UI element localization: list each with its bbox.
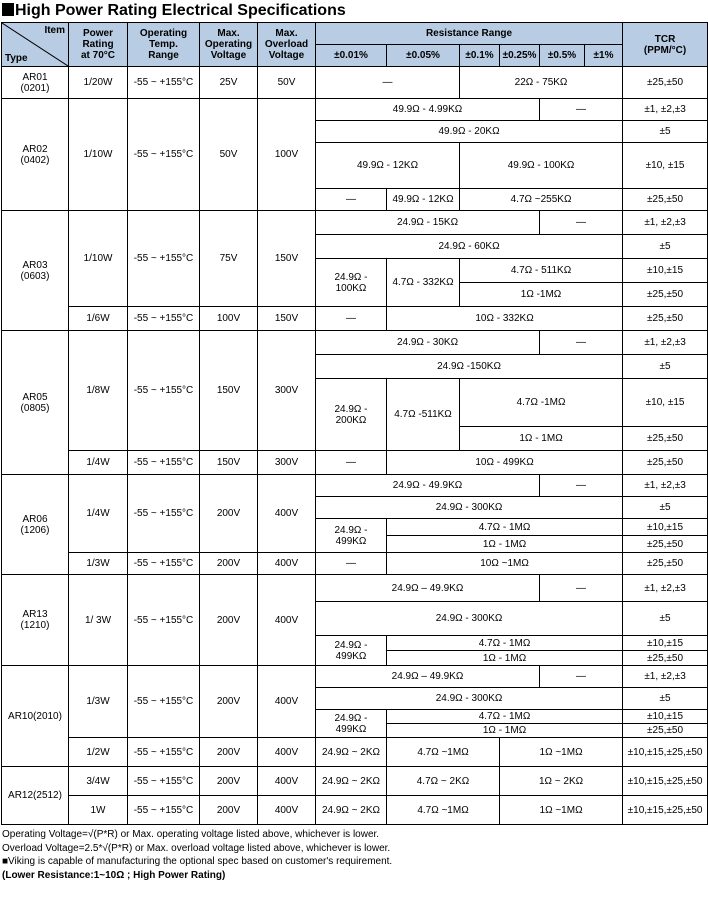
range-cell: 24.9Ω - 60KΩ xyxy=(316,235,623,259)
opv-cell: 200V xyxy=(200,553,258,575)
ovv-cell: 400V xyxy=(258,796,316,825)
tcr-cell: ±10,±15 xyxy=(623,636,708,651)
power-cell: 1/2W xyxy=(69,738,128,767)
range-cell: 24.9Ω - 200KΩ xyxy=(316,379,387,451)
range-cell: 4.7Ω -511KΩ xyxy=(387,379,460,451)
tcr-cell: ±1, ±2,±3 xyxy=(623,666,708,688)
temp-cell: -55 ~ +155°C xyxy=(128,99,200,211)
opv-cell: 150V xyxy=(200,451,258,475)
range-cell: — xyxy=(316,553,387,575)
range-cell: 4.7Ω ~1MΩ xyxy=(387,738,500,767)
range-cell: 4.7Ω ~1MΩ xyxy=(387,796,500,825)
range-cell: 1Ω ~1MΩ xyxy=(500,738,623,767)
tcr-cell: ±5 xyxy=(623,688,708,710)
header-item: Item xyxy=(44,25,65,36)
tcr-cell: ±25,±50 xyxy=(623,451,708,475)
page-title xyxy=(0,0,708,22)
table-row xyxy=(2,451,708,475)
ovv-cell: 400V xyxy=(258,475,316,553)
opv-cell: 200V xyxy=(200,575,258,666)
header-tol-01: ±0.1% xyxy=(460,45,500,67)
table-row xyxy=(2,211,708,235)
range-cell: — xyxy=(316,307,387,331)
range-cell: 4.7Ω ~ 2KΩ xyxy=(387,767,500,796)
tcr-cell: ±1, ±2,±3 xyxy=(623,575,708,602)
temp-cell: -55 ~ +155°C xyxy=(128,307,200,331)
range-cell: 1Ω - 1MΩ xyxy=(460,427,623,451)
range-cell: 24.9Ω - 499KΩ xyxy=(316,519,387,553)
range-cell: 24.9Ω - 300KΩ xyxy=(316,688,623,710)
power-cell: 3/4W xyxy=(69,767,128,796)
tcr-cell: ±10, ±15 xyxy=(623,143,708,189)
temp-cell: -55 ~ +155°C xyxy=(128,666,200,738)
range-cell: 4.7Ω -1MΩ xyxy=(460,379,623,427)
ovv-cell: 400V xyxy=(258,553,316,575)
note-overload-voltage: Overload Voltage=2.5*√(P*R) or Max. overload voltage listed above, whichever is lower. xyxy=(2,842,391,854)
power-cell: 1/10W xyxy=(69,99,128,211)
tcr-cell: ±5 xyxy=(623,121,708,143)
tcr-cell: ±25,±50 xyxy=(623,651,708,666)
table-row xyxy=(2,553,708,575)
header-tol-025: ±0.25% xyxy=(500,45,540,67)
power-cell: 1/ 3W xyxy=(69,575,128,666)
range-cell: 4.7Ω ~255KΩ xyxy=(460,189,623,211)
temp-cell: -55 ~ +155°C xyxy=(128,738,200,767)
table-row xyxy=(2,67,708,99)
opv-cell: 50V xyxy=(200,99,258,211)
tcr-cell: ±1, ±2,±3 xyxy=(623,475,708,497)
temp-cell: -55 ~ +155°C xyxy=(128,796,200,825)
table-row xyxy=(2,796,708,825)
range-cell: — xyxy=(540,475,623,497)
power-cell: 1/3W xyxy=(69,666,128,738)
ovv-cell: 400V xyxy=(258,767,316,796)
tcr-cell: ±10,±15,±25,±50 xyxy=(623,767,708,796)
ovv-cell: 150V xyxy=(258,211,316,307)
tcr-cell: ±5 xyxy=(623,235,708,259)
range-cell: — xyxy=(540,666,623,688)
range-cell: 1Ω ~1MΩ xyxy=(500,796,623,825)
header-temp: Operating Temp. Range xyxy=(128,23,200,67)
tcr-cell: ±5 xyxy=(623,602,708,636)
range-cell: 22Ω - 75KΩ xyxy=(460,67,623,99)
table-row xyxy=(2,575,708,602)
header-resistance-range: Resistance Range xyxy=(316,23,623,45)
range-cell: 24.9Ω - 499KΩ xyxy=(316,636,387,666)
opv-cell: 200V xyxy=(200,475,258,553)
power-cell: 1/20W xyxy=(69,67,128,99)
opv-cell: 100V xyxy=(200,307,258,331)
range-cell: 24.9Ω - 499KΩ xyxy=(316,710,387,738)
tcr-cell: ±1, ±2,±3 xyxy=(623,99,708,121)
range-cell: 4.7Ω - 332KΩ xyxy=(387,259,460,307)
power-cell: 1/8W xyxy=(69,331,128,451)
temp-cell: -55 ~ +155°C xyxy=(128,767,200,796)
range-cell: 24.9Ω - 300KΩ xyxy=(316,497,623,519)
power-cell: 1/10W xyxy=(69,211,128,307)
power-cell: 1W xyxy=(69,796,128,825)
range-cell: 24.9Ω - 15KΩ xyxy=(316,211,540,235)
table-row xyxy=(2,331,708,355)
range-cell: 1Ω - 1MΩ xyxy=(387,536,623,553)
opv-cell: 75V xyxy=(200,211,258,307)
header-overload-voltage: Max. Overload Voltage xyxy=(258,23,316,67)
tcr-cell: ±10, ±15 xyxy=(623,379,708,427)
header-tol-001: ±0.01% xyxy=(316,45,387,67)
type-cell: AR03 (0603) xyxy=(2,211,69,331)
header-type: Type xyxy=(5,53,28,64)
range-cell: — xyxy=(540,575,623,602)
tcr-cell: ±5 xyxy=(623,355,708,379)
power-cell: 1/4W xyxy=(69,451,128,475)
header-tcr: TCR (PPM/°C) xyxy=(623,23,708,67)
range-cell: 10Ω - 332KΩ xyxy=(387,307,623,331)
range-cell: 4.7Ω - 1MΩ xyxy=(387,519,623,536)
range-cell: — xyxy=(316,189,387,211)
range-cell: 10Ω ~1MΩ xyxy=(387,553,623,575)
type-cell: AR02 (0402) xyxy=(2,99,69,211)
tcr-cell: ±25,±50 xyxy=(623,536,708,553)
opv-cell: 200V xyxy=(200,738,258,767)
temp-cell: -55 ~ +155°C xyxy=(128,475,200,553)
tcr-cell: ±10,±15 xyxy=(623,259,708,283)
range-cell: 4.7Ω - 1MΩ xyxy=(387,636,623,651)
square-bullet-icon xyxy=(2,3,14,16)
header-tol-1: ±1% xyxy=(585,45,623,67)
type-cell: AR05 (0805) xyxy=(2,331,69,475)
ovv-cell: 300V xyxy=(258,331,316,451)
range-cell: 49.9Ω - 12KΩ xyxy=(387,189,460,211)
tcr-cell: ±1, ±2,±3 xyxy=(623,211,708,235)
ovv-cell: 50V xyxy=(258,67,316,99)
temp-cell: -55 ~ +155°C xyxy=(128,331,200,451)
ovv-cell: 400V xyxy=(258,666,316,738)
tcr-cell: ±25,±50 xyxy=(623,67,708,99)
table-row xyxy=(2,738,708,767)
footnotes xyxy=(0,828,708,882)
power-cell: 1/3W xyxy=(69,553,128,575)
range-cell: 24.9Ω - 30KΩ xyxy=(316,331,540,355)
table-row xyxy=(2,99,708,121)
range-cell: 49.9Ω - 12KΩ xyxy=(316,143,460,189)
range-cell: 1Ω - 1MΩ xyxy=(387,724,623,738)
ovv-cell: 400V xyxy=(258,738,316,767)
tcr-cell: ±25,±50 xyxy=(623,307,708,331)
tcr-cell: ±25,±50 xyxy=(623,189,708,211)
power-cell: 1/6W xyxy=(69,307,128,331)
ovv-cell: 300V xyxy=(258,451,316,475)
type-cell: AR06 (1206) xyxy=(2,475,69,575)
range-cell: 1Ω ~ 2KΩ xyxy=(500,767,623,796)
ovv-cell: 150V xyxy=(258,307,316,331)
ovv-cell: 100V xyxy=(258,99,316,211)
opv-cell: 25V xyxy=(200,67,258,99)
type-cell: AR10(2010) xyxy=(2,666,69,767)
range-cell: 4.7Ω - 511KΩ xyxy=(460,259,623,283)
type-cell: AR13 (1210) xyxy=(2,575,69,666)
note-operating-voltage: Operating Voltage=√(P*R) or Max. operating voltage listed above, whichever is lower. xyxy=(2,829,380,840)
range-cell: — xyxy=(316,451,387,475)
opv-cell: 200V xyxy=(200,796,258,825)
temp-cell: -55 ~ +155°C xyxy=(128,211,200,307)
range-cell: 24.9Ω ~ 2KΩ xyxy=(316,767,387,796)
note-optional-spec: ■Viking is capable of manufacturing the optional spec based on customer's requirement. xyxy=(2,856,393,867)
range-cell: 49.9Ω - 100KΩ xyxy=(460,143,623,189)
tcr-cell: ±10,±15 xyxy=(623,519,708,536)
temp-cell: -55 ~ +155°C xyxy=(128,553,200,575)
range-cell: 24.9Ω ~ 2KΩ xyxy=(316,738,387,767)
range-cell: 49.9Ω - 20KΩ xyxy=(316,121,623,143)
tcr-cell: ±25,±50 xyxy=(623,724,708,738)
tcr-cell: ±25,±50 xyxy=(623,553,708,575)
range-cell: 1Ω - 1MΩ xyxy=(387,651,623,666)
range-cell: 24.9Ω - 49.9KΩ xyxy=(316,475,540,497)
range-cell: 24.9Ω -150KΩ xyxy=(316,355,623,379)
temp-cell: -55 ~ +155°C xyxy=(128,575,200,666)
range-cell: 24.9Ω ~ 2KΩ xyxy=(316,796,387,825)
tcr-cell: ±25,±50 xyxy=(623,427,708,451)
page-title-text: High Power Rating Electrical Specifications xyxy=(15,2,346,19)
range-cell: — xyxy=(540,331,623,355)
spec-table xyxy=(1,22,708,825)
range-cell: 24.9Ω - 100KΩ xyxy=(316,259,387,307)
table-row xyxy=(2,307,708,331)
note-lower-resistance: (Lower Resistance:1~10Ω ; High Power Rating) xyxy=(2,869,226,881)
header-tol-005: ±0.05% xyxy=(387,45,460,67)
range-cell: 10Ω - 499KΩ xyxy=(387,451,623,475)
tcr-cell: ±10,±15,±25,±50 xyxy=(623,796,708,825)
opv-cell: 200V xyxy=(200,666,258,738)
temp-cell: -55 ~ +155°C xyxy=(128,451,200,475)
type-cell: AR01 (0201) xyxy=(2,67,69,99)
ovv-cell: 400V xyxy=(258,575,316,666)
type-cell: AR12(2512) xyxy=(2,767,69,825)
range-cell: 1Ω -1MΩ xyxy=(460,283,623,307)
table-row xyxy=(2,475,708,497)
power-cell: 1/4W xyxy=(69,475,128,553)
header-power: Power Rating at 70°C xyxy=(69,23,128,67)
tcr-cell: ±5 xyxy=(623,497,708,519)
tcr-cell: ±25,±50 xyxy=(623,283,708,307)
tcr-cell: ±1, ±2,±3 xyxy=(623,331,708,355)
range-cell: 24.9Ω - 300KΩ xyxy=(316,602,623,636)
tcr-cell: ±10,±15 xyxy=(623,710,708,724)
table-row xyxy=(2,666,708,688)
opv-cell: 150V xyxy=(200,331,258,451)
range-cell: — xyxy=(540,99,623,121)
range-cell: — xyxy=(540,211,623,235)
range-cell: 4.7Ω - 1MΩ xyxy=(387,710,623,724)
header-operating-voltage: Max. Operating Voltage xyxy=(200,23,258,67)
range-cell: 24.9Ω – 49.9KΩ xyxy=(316,575,540,602)
opv-cell: 200V xyxy=(200,767,258,796)
range-cell: — xyxy=(316,67,460,99)
range-cell: 49.9Ω - 4.99KΩ xyxy=(316,99,540,121)
header-item-type xyxy=(2,23,69,67)
temp-cell: -55 ~ +155°C xyxy=(128,67,200,99)
range-cell: 24.9Ω – 49.9KΩ xyxy=(316,666,540,688)
table-header xyxy=(2,23,708,67)
header-tol-05: ±0.5% xyxy=(540,45,585,67)
tcr-cell: ±10,±15,±25,±50 xyxy=(623,738,708,767)
table-row xyxy=(2,767,708,796)
